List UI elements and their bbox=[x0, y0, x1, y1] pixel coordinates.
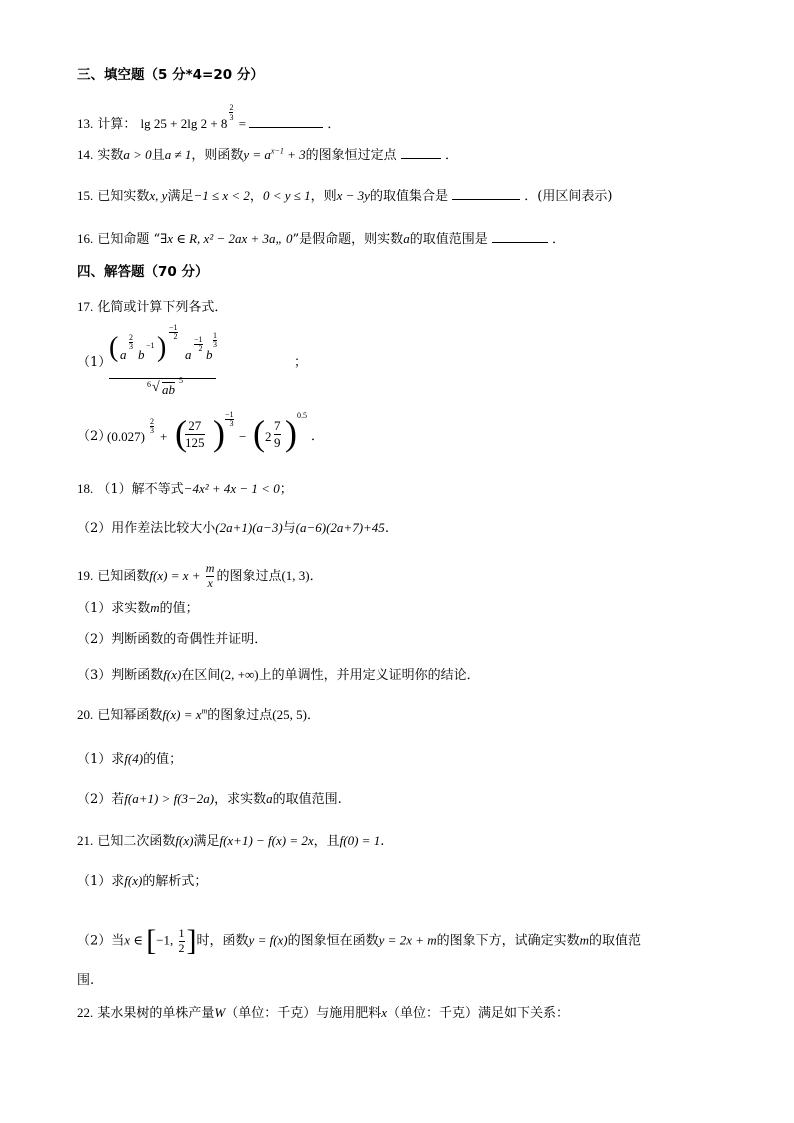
math-expression: $f(x) = x^m$ bbox=[162, 706, 208, 722]
math-expression: f(x) bbox=[175, 833, 194, 848]
question-16: 16. 已知命题 “∃x ∈ R, x² − 2ax + 3a„ 0”是假命题，则实数a的取值范围是 ． bbox=[77, 231, 565, 247]
math-expression: (1, 3) bbox=[281, 567, 310, 583]
math-expression: f(4) bbox=[124, 751, 144, 766]
question-18-part-2: （2）用作差法比较大小(2a+1)(a−3)与(a−6)(2a+7)+45. bbox=[77, 520, 389, 536]
math-expression: $y = a^{x-1} + 3$ bbox=[243, 146, 306, 162]
question-14: 14. 实数a > 0且a ≠ 1，则函数$y = a^{x-1} + 3$的图象恒过定点 ． bbox=[77, 146, 458, 163]
exponent-fraction: $\frac{2}{3}$ bbox=[229, 103, 234, 123]
section-answer-title: 四、解答题（70 分） bbox=[77, 264, 209, 280]
fraction: $\frac{m}{x}$ bbox=[205, 561, 215, 590]
question-20-part-1: （1）求f(4)的值； bbox=[77, 751, 183, 767]
question-21-part-2-wrap: 围. bbox=[77, 973, 95, 988]
question-text: 计算： bbox=[97, 117, 137, 133]
question-21-part-2: （2）当x ∈ [−1, $\frac{1}{2}$ ]时，函数y = f(x)的图象恒在函数y = 2x + m的图象下方，试确定实数m的取值范 bbox=[77, 924, 642, 957]
math-expression: f(0) = 1 bbox=[339, 833, 381, 848]
math-expression: lg 25 + 2lg 2 + 8 $\frac{2}{3}$ = bbox=[140, 103, 250, 132]
math-expression: a ≠ 1 bbox=[164, 147, 192, 162]
answer-blank[interactable] bbox=[452, 198, 520, 200]
math-expression: x − 3y bbox=[336, 188, 370, 203]
question-19-part-1: （1）求实数m的值； bbox=[77, 600, 199, 616]
exam-page: 三、填空题（5 分*4=20 分） 13. 计算： lg 25 + 2lg 2 + 8 $\frac{2}{3}$ = ． 14. 实数a > 0且a ≠ 1，则函数$y = a^{x-1} + 3$的图象恒过定点 ． 15. 已知实数x, y满足−1 ≤ x < 2，0 < y ≤ 1，则x − 3y的取值集合是 ．(用区间表示) 16. 已知命题 “∃x ∈ R, x² − 2ax + 3a„ 0”是假命题，则实数a的取值范围是 ． 四、解答题（70 分） 17. 化简或计算下列各式． （1） ( a 2 3 b −1 ) −1 2 a −1 2 b 1 3 6 √ ab 5 ； （2） (0.027) 2 3 + ( 27 125 ) −1 3 − ( 2 7 9 ) 0.5 ． 18. （1）解不等式−4x² + 4x − 1 < 0； （2）用作差法比较大小(2a+1)(a−3)与(a−6)(2a+7)+45. 19. 已知函数f(x) = x + $\frac{m}{x}$ 的图象过点(1, 3)． （1）求实数m的值； （2）判断函数的奇偶性并证明． （3）判断函数f(x)在区间(2, +∞)上的单调性，并用定义证明你的结论． 20. 已知幂函数$f(x) = x^m$的图象过点(25, 5)． （1）求f(4)的值； （2）若f(a+1) > f(3−2a)，求实数a的取值范围. 21. 已知二次函数f(x)满足f(x+1) − f(x) = 2x，且f(0) = 1. （1）求f(x)的解析式； （2）当x ∈ [−1, $\frac{1}{2}$ ]时，函数y = f(x)的图象恒在函数y = 2x + m的图象下方，试确定实数m的取值范 围. 22. 某水果树的单株产量W（单位：千克）与施用肥料x（单位：千克）满足如下关系： bbox=[77, 67, 642, 1021]
math-expression: (2a+1)(a−3) bbox=[215, 520, 283, 535]
math-expression: y = f(x) bbox=[248, 932, 288, 948]
question-19-part-2: （2）判断函数的奇偶性并证明． bbox=[77, 632, 268, 647]
question-number: 19. bbox=[77, 567, 94, 583]
question-17 bbox=[77, 300, 227, 314]
math-expression: f(x) bbox=[124, 873, 143, 888]
question-number: 13. bbox=[77, 116, 94, 132]
question-number: 22. bbox=[77, 1005, 94, 1020]
answer-blank[interactable] bbox=[401, 157, 441, 159]
question-19: 19. 已知函数f(x) = x + $\frac{m}{x}$ 的图象过点(1, 3)． bbox=[77, 561, 323, 590]
question-19-part-3: （3）判断函数f(x)在区间(2, +∞)上的单调性，并用定义证明你的结论． bbox=[77, 667, 480, 683]
math-expression: f(x) bbox=[163, 667, 182, 682]
math-expression: f(a+1) > f(3−2a) bbox=[124, 791, 215, 806]
question-21: 21. 已知二次函数f(x)满足f(x+1) − f(x) = 2x，且f(0) = 1. bbox=[77, 833, 385, 849]
question-22: 22. 某水果树的单株产量W（单位：千克）与施用肥料x（单位：千克）满足如下关系： bbox=[77, 1005, 570, 1021]
question-text: 化简或计算下列各式． bbox=[97, 300, 228, 315]
question-15: 15. 已知实数x, y满足−1 ≤ x < 2，0 < y ≤ 1，则x − 3y的取值集合是 ．(用区间表示) bbox=[77, 188, 613, 204]
math-expression: (2, +∞) bbox=[220, 667, 259, 682]
fraction: 27 125 bbox=[185, 418, 205, 450]
question-21-part-1: （1）求f(x)的解析式； bbox=[77, 873, 208, 889]
question-number: 17. bbox=[77, 299, 94, 314]
math-expression: ∃x ∈ R, x² − 2ax + 3a„ 0 bbox=[160, 231, 293, 246]
question-13: 13. 计算： lg 25 + 2lg 2 + 8 $\frac{2}{3}$ = ． bbox=[77, 103, 341, 133]
math-expression: a > 0 bbox=[123, 147, 152, 162]
question-number: 18. bbox=[77, 481, 94, 496]
question-number: 15. bbox=[77, 188, 94, 203]
answer-blank[interactable] bbox=[249, 126, 323, 128]
question-18-part-1: 18. （1）解不等式−4x² + 4x − 1 < 0； bbox=[77, 481, 293, 497]
math-expression: f(x) = x + bbox=[149, 567, 204, 583]
math-expression: x, y bbox=[149, 188, 168, 203]
fraction: $\frac{1}{2}$ bbox=[178, 925, 185, 955]
math-expression: f(x+1) − f(x) = 2x bbox=[219, 833, 314, 848]
math-expression: 0 < y ≤ 1 bbox=[262, 188, 311, 203]
question-20-part-2: （2）若f(a+1) > f(3−2a)，求实数a的取值范围. bbox=[77, 791, 342, 807]
math-expression: −4x² + 4x − 1 < 0 bbox=[183, 481, 280, 496]
section-fill-blank-title: 三、填空题（5 分*4=20 分） bbox=[77, 67, 264, 83]
question-number: 16. bbox=[77, 231, 94, 246]
fraction-expression: ( a 2 3 b −1 ) −1 2 a −1 2 b 1 3 6 √ ab 5 bbox=[109, 323, 217, 397]
fraction: 7 9 bbox=[274, 418, 281, 450]
math-expression: (a−6)(2a+7)+45 bbox=[295, 520, 385, 535]
question-number: 21. bbox=[77, 833, 94, 848]
math-expression: −1 ≤ x < 2 bbox=[193, 188, 250, 203]
math-expression: (25, 5) bbox=[272, 707, 307, 722]
question-number: 14. bbox=[77, 147, 94, 162]
answer-blank[interactable] bbox=[492, 241, 548, 243]
question-20: 20. 已知幂函数$f(x) = x^m$的图象过点(25, 5)． bbox=[77, 706, 320, 723]
math-expression: y = 2x + m bbox=[378, 932, 437, 948]
question-number: 20. bbox=[77, 707, 94, 722]
